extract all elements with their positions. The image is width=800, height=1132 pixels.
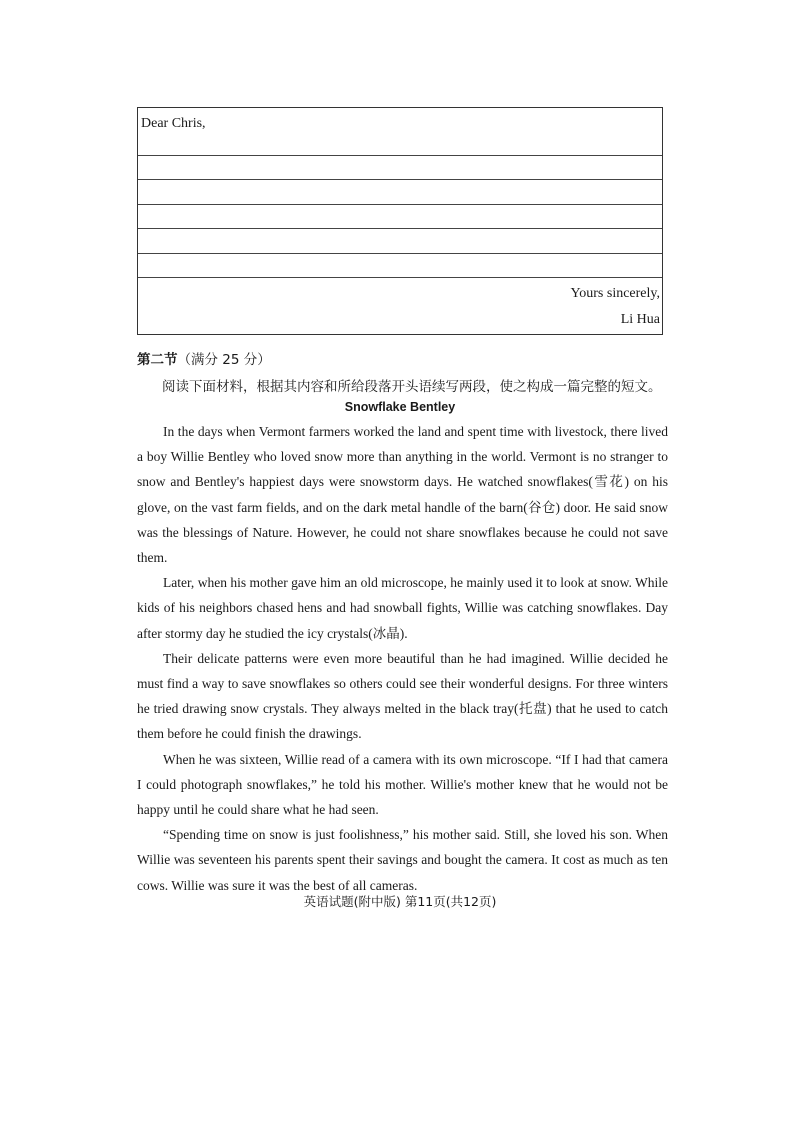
story-paragraph: Later, when his mother gave him an old microscope, he mainly used it to look at snow. While kids of his neighbors chased hens and had snowball fights, Willie was catching snowflakes. Day after stormy day he studied the icy crystals(冰晶). <box>137 575 668 641</box>
story-title: Snowflake Bentley <box>344 400 456 414</box>
page-footer: 英语试题(附中版) 第11页(共12页) <box>303 894 497 909</box>
writing-line <box>138 179 662 180</box>
story-body <box>137 419 668 898</box>
writing-line <box>138 253 662 254</box>
story-paragraph: When he was sixteen, Willie read of a camera with its own microscope. “If I had that camera I could photograph snowflakes,” he told his mother. Willie's mother knew that he would not be happy until he could share what he had seen. <box>137 751 668 818</box>
section-instruction: 阅读下面材料，根据其内容和所给段落开头语续写两段，使之构成一篇完整的短文。 <box>162 379 662 395</box>
section-score: （满分 25 分） <box>177 352 271 368</box>
writing-line <box>138 204 662 205</box>
story-paragraph: Their delicate patterns were even more beautiful than he had imagined. Willie decided he must find a way to save snowflakes so others could see their wonderful designs. For three winters he tried drawing snow crystals. They always melted in the black tray(托盘) that he used to catch them before he could finish the drawings. <box>137 650 668 742</box>
section-heading <box>137 348 271 368</box>
letter-writing-box <box>137 107 663 335</box>
letter-signature: Li Hua <box>620 312 660 327</box>
writing-line <box>138 155 662 156</box>
section-title: 第二节 <box>137 352 178 368</box>
letter-closing: Yours sincerely, <box>570 286 660 301</box>
story-paragraph: “Spending time on snow is just foolishness,” his mother said. Still, she loved his son. When Willie was seventeen his parents spent their savings and bought the camera. It cost as much as ten cows. Willie was sure it was the best of all cameras. <box>137 827 668 893</box>
writing-line <box>138 228 662 229</box>
story-paragraph: In the days when Vermont farmers worked the land and spent time with livestock, there lived a boy Willie Bentley who loved snow more than anything in the world. Vermont is no stranger to snow and Bentley's happiest days were snowstorm days. He watched snowflakes(雪花) on his glove, on the vast farm fields, and on the dark metal handle of the barn(谷仓) door. He said snow was the blessings of Nature. However, he could not share snowflakes because he could not save them. <box>137 424 668 566</box>
writing-line <box>138 277 662 278</box>
letter-salutation: Dear Chris, <box>141 116 206 131</box>
